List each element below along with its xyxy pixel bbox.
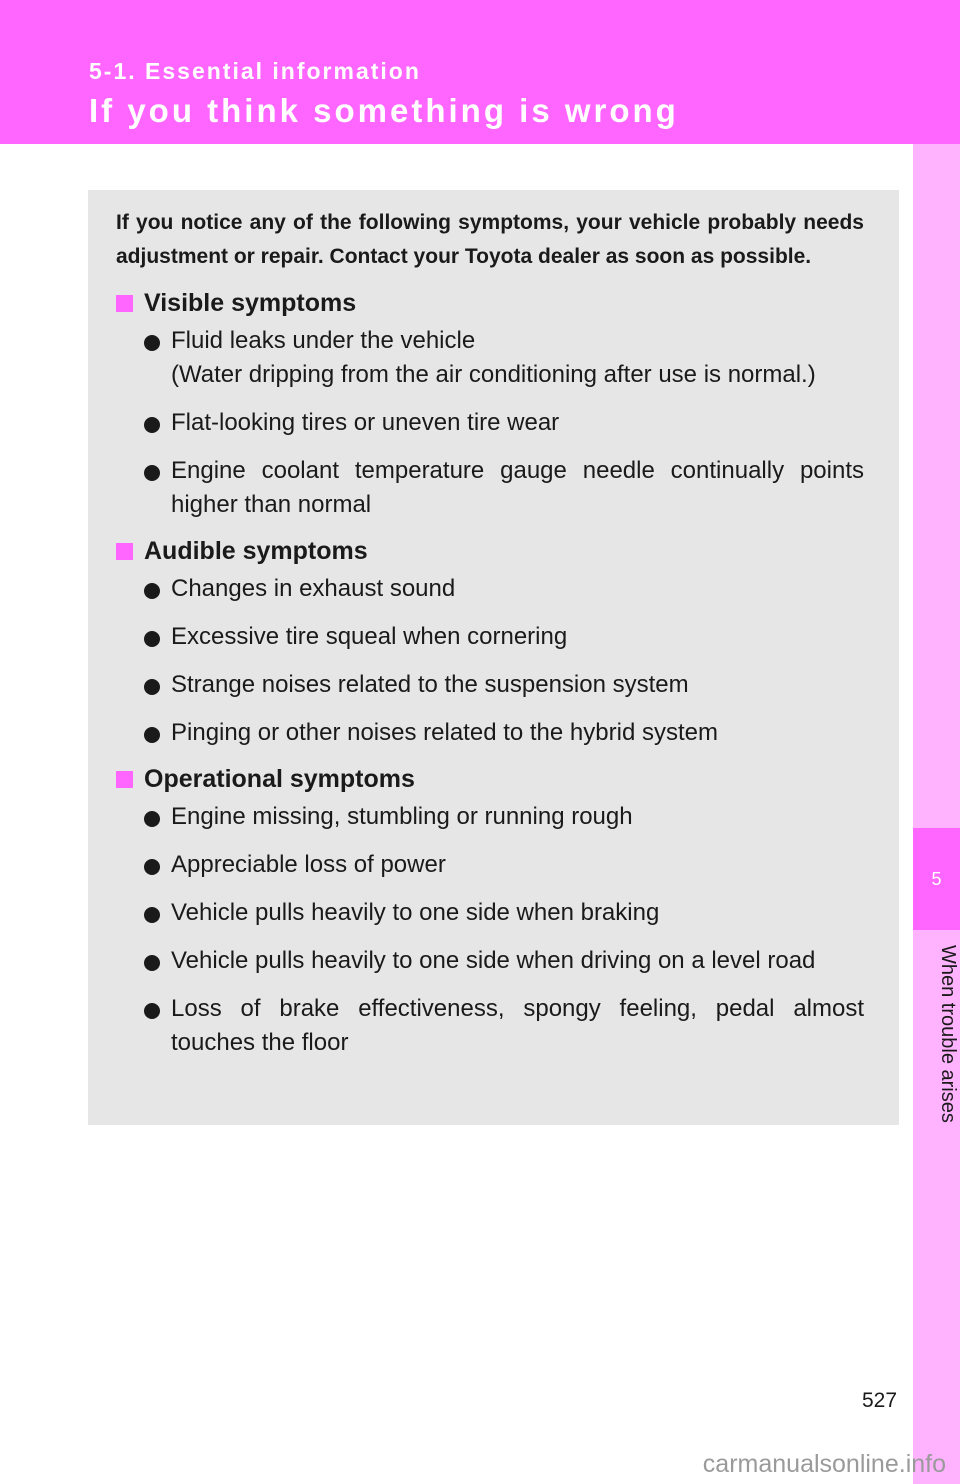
group-heading-text: Visible symptoms xyxy=(144,289,357,317)
item-text: Loss of brake effectiveness, spongy feeling, pedal almost touches the floor xyxy=(171,995,864,1056)
item-text: Vehicle pulls heavily to one side when driving on a level road xyxy=(171,947,816,974)
page-title: If you think something is wrong xyxy=(89,92,679,129)
list-item xyxy=(116,572,864,606)
bullet-icon xyxy=(144,955,160,971)
bullet-icon xyxy=(144,1003,160,1019)
group-heading xyxy=(116,288,864,318)
item-text: Engine missing, stumbling or running rough xyxy=(171,803,633,830)
symptom-list xyxy=(116,572,864,750)
watermark: carmanualsonline.info xyxy=(702,1450,946,1478)
bullet-icon xyxy=(144,583,160,599)
symptoms-box xyxy=(88,190,899,1125)
list-item xyxy=(116,848,864,882)
group-heading xyxy=(116,764,864,794)
list-item xyxy=(116,454,864,522)
chapter-number: 5 xyxy=(931,868,942,889)
group-heading-text: Operational symptoms xyxy=(144,765,415,793)
bullet-icon xyxy=(144,727,160,743)
item-text: Engine coolant temperature gauge needle continually points higher than normal xyxy=(171,457,864,518)
list-item xyxy=(116,896,864,930)
group-heading-text: Audible symptoms xyxy=(144,537,368,565)
intro-text: If you notice any of the following symptoms, your vehicle probably needs adjustment or repair. Contact your Toyota dealer as soon as possible. xyxy=(116,211,864,268)
list-item xyxy=(116,800,864,834)
chapter-name: When trouble arises xyxy=(937,945,959,1123)
bullet-icon xyxy=(144,631,160,647)
page-number: 527 xyxy=(862,1389,898,1412)
bullet-icon xyxy=(144,907,160,923)
bullet-icon xyxy=(144,859,160,875)
square-bullet-icon xyxy=(116,543,133,560)
bullet-icon xyxy=(144,465,160,481)
item-note: (Water dripping from the air conditioning after use is normal.) xyxy=(171,361,816,388)
bullet-icon xyxy=(144,679,160,695)
symptom-group-operational xyxy=(116,764,864,1060)
square-bullet-icon xyxy=(116,771,133,788)
symptom-list xyxy=(116,800,864,1060)
item-text: Strange noises related to the suspension system xyxy=(171,671,689,698)
side-strip xyxy=(913,144,960,1484)
item-text: Pinging or other noises related to the hybrid system xyxy=(171,719,718,746)
list-item xyxy=(116,992,864,1060)
section-label: 5-1. Essential information xyxy=(89,58,421,84)
symptom-group-visible xyxy=(116,288,864,522)
item-text: Fluid leaks under the vehicle xyxy=(171,327,476,354)
list-item xyxy=(116,620,864,654)
page-header xyxy=(0,0,960,144)
list-item xyxy=(116,668,864,702)
chapter-tab[interactable] xyxy=(913,828,960,930)
bullet-icon xyxy=(144,335,160,351)
item-text: Flat-looking tires or uneven tire wear xyxy=(171,409,560,436)
group-heading xyxy=(116,536,864,566)
symptom-group-audible xyxy=(116,536,864,750)
bullet-icon xyxy=(144,417,160,433)
square-bullet-icon xyxy=(116,295,133,312)
list-item xyxy=(116,406,864,440)
list-item xyxy=(116,716,864,750)
item-text: Appreciable loss of power xyxy=(171,851,446,878)
bullet-icon xyxy=(144,811,160,827)
item-text: Changes in exhaust sound xyxy=(171,575,456,602)
list-item xyxy=(116,324,864,392)
list-item xyxy=(116,944,864,978)
symptom-list xyxy=(116,324,864,522)
item-text: Vehicle pulls heavily to one side when braking xyxy=(171,899,660,926)
item-text: Excessive tire squeal when cornering xyxy=(171,623,568,650)
